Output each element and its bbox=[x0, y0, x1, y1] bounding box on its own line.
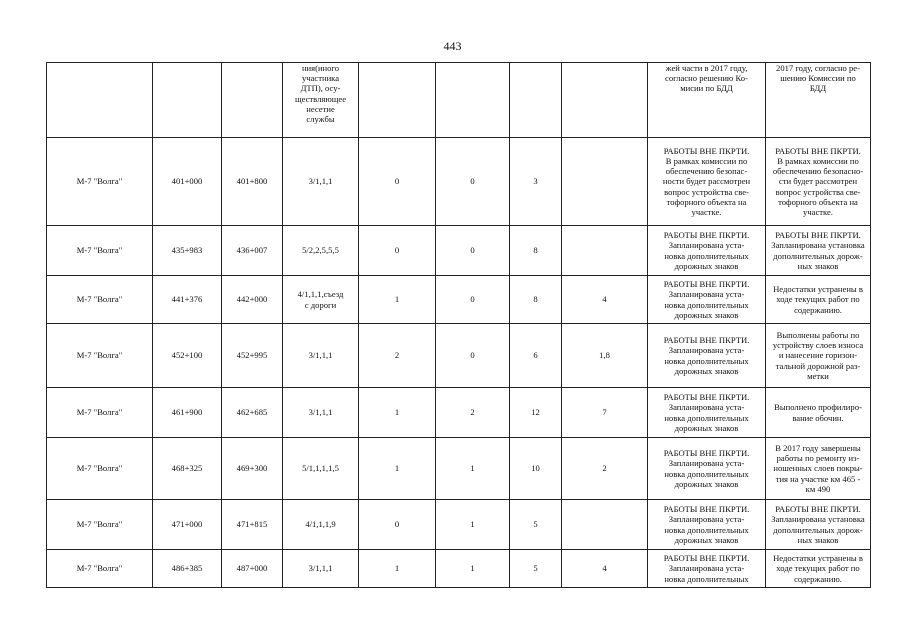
cell-planned-measures: РАБОТЫ ВНЕ ПКРТИ. Запланирована уста- новка дополнительных дорожных знаков bbox=[648, 438, 766, 500]
cell-road: М-7 "Волга" bbox=[47, 438, 153, 500]
data-table bbox=[46, 62, 871, 588]
table-row bbox=[47, 324, 871, 388]
dtp-header-continuation: ния(иного участника ДТП), осу- ществляющее несетие службы bbox=[283, 63, 359, 138]
continuation-row bbox=[47, 63, 871, 138]
cell-value-2: 0 bbox=[436, 276, 510, 324]
cell-km-start: 468+325 bbox=[153, 438, 222, 500]
cell-empty bbox=[562, 63, 648, 138]
cell-empty bbox=[510, 63, 562, 138]
cell-km-end: 401+800 bbox=[222, 138, 283, 226]
cell-value-1: 1 bbox=[359, 438, 436, 500]
cell-result: РАБОТЫ ВНЕ ПКРТИ. Запланирована установка дополнительных дорож- ных знаков bbox=[766, 226, 871, 276]
cell-km-end: 462+685 bbox=[222, 388, 283, 438]
cell-km-end: 452+995 bbox=[222, 324, 283, 388]
cell-planned-measures: РАБОТЫ ВНЕ ПКРТИ. Запланирована уста- новка дополнительных дорожных знаков bbox=[648, 276, 766, 324]
cell-value-1: 1 bbox=[359, 550, 436, 588]
cell-value-4: 2 bbox=[562, 438, 648, 500]
cell-empty bbox=[359, 63, 436, 138]
cell-road: М-7 "Волга" bbox=[47, 138, 153, 226]
cell-value-4 bbox=[562, 226, 648, 276]
table-row bbox=[47, 550, 871, 588]
cell-planned-measures: РАБОТЫ ВНЕ ПКРТИ. Запланирована уста- новка дополнительных дорожных знаков bbox=[648, 324, 766, 388]
cell-result: Выполнено профилиро- вание обочин. bbox=[766, 388, 871, 438]
cell-value-4 bbox=[562, 500, 648, 550]
table-row bbox=[47, 226, 871, 276]
cell-value-1: 1 bbox=[359, 388, 436, 438]
cell-dtp-count: 5/2,2,5,5,5 bbox=[283, 226, 359, 276]
cell-dtp-count: 3/1,1,1 bbox=[283, 324, 359, 388]
cell-road: М-7 "Волга" bbox=[47, 324, 153, 388]
cell-km-start: 441+376 bbox=[153, 276, 222, 324]
cell-value-3: 6 bbox=[510, 324, 562, 388]
cell-value-3: 3 bbox=[510, 138, 562, 226]
cell-dtp-count: 3/1,1,1 bbox=[283, 138, 359, 226]
cell-value-4 bbox=[562, 138, 648, 226]
cell-km-end: 469+300 bbox=[222, 438, 283, 500]
cell-km-start: 452+100 bbox=[153, 324, 222, 388]
cell-road: М-7 "Волга" bbox=[47, 550, 153, 588]
cell-value-4: 4 bbox=[562, 550, 648, 588]
cell-value-3: 5 bbox=[510, 500, 562, 550]
cell-km-end: 442+000 bbox=[222, 276, 283, 324]
cell-empty bbox=[436, 63, 510, 138]
cell-road: М-7 "Волга" bbox=[47, 276, 153, 324]
cell-value-3: 12 bbox=[510, 388, 562, 438]
cell-planned-measures: РАБОТЫ ВНЕ ПКРТИ. Запланирована уста- новка дополнительных дорожных знаков bbox=[648, 226, 766, 276]
cell-road: М-7 "Волга" bbox=[47, 500, 153, 550]
cell-value-4: 4 bbox=[562, 276, 648, 324]
cell-result: РАБОТЫ ВНЕ ПКРТИ. Запланирована установка дополнительных дорож- ных знаков bbox=[766, 500, 871, 550]
cell-dtp-count: 3/1,1,1 bbox=[283, 388, 359, 438]
cell-value-3: 8 bbox=[510, 276, 562, 324]
cell-result: Выполнены работы по устройству слоев износа и нанесение горизон- тальной дорожной раз- метки bbox=[766, 324, 871, 388]
cell-value-2: 0 bbox=[436, 324, 510, 388]
cell-road: М-7 "Волга" bbox=[47, 226, 153, 276]
table-row bbox=[47, 438, 871, 500]
cell-empty bbox=[47, 63, 153, 138]
cell-value-1: 2 bbox=[359, 324, 436, 388]
cell-result: Недостатки устранены в ходе текущих работ по содержанию. bbox=[766, 550, 871, 588]
measures-header-continuation: жей части в 2017 году, согласно решению Ко- мисии по БДД bbox=[648, 63, 766, 138]
cell-value-4: 1,8 bbox=[562, 324, 648, 388]
cell-km-start: 461+900 bbox=[153, 388, 222, 438]
cell-empty bbox=[153, 63, 222, 138]
cell-value-1: 0 bbox=[359, 138, 436, 226]
cell-value-2: 0 bbox=[436, 138, 510, 226]
cell-planned-measures: РАБОТЫ ВНЕ ПКРТИ. Запланирована уста- новка дополнительных bbox=[648, 550, 766, 588]
cell-result: В 2017 году завершены работы по ремонту из- ношенных слоев покры- тия на участке км 465 - км 490 bbox=[766, 438, 871, 500]
cell-km-start: 471+000 bbox=[153, 500, 222, 550]
cell-km-start: 435+983 bbox=[153, 226, 222, 276]
cell-planned-measures: РАБОТЫ ВНЕ ПКРТИ. Запланирована уста- новка дополнительных дорожных знаков bbox=[648, 500, 766, 550]
cell-result: Недостатки устранены в ходе текущих работ по содержанию. bbox=[766, 276, 871, 324]
table-row bbox=[47, 138, 871, 226]
cell-value-2: 1 bbox=[436, 500, 510, 550]
cell-km-end: 487+000 bbox=[222, 550, 283, 588]
cell-value-3: 5 bbox=[510, 550, 562, 588]
cell-km-end: 436+007 bbox=[222, 226, 283, 276]
cell-dtp-count: 3/1,1,1 bbox=[283, 550, 359, 588]
table-row bbox=[47, 500, 871, 550]
cell-value-4: 7 bbox=[562, 388, 648, 438]
cell-planned-measures: РАБОТЫ ВНЕ ПКРТИ. В рамках комиссии по обеспечению безопас- ности будет рассмотрен вопрос устройства све- тофорного объекта на участке. bbox=[648, 138, 766, 226]
cell-result: РАБОТЫ ВНЕ ПКРТИ. В рамках комиссии по обеспечению безопасно- сти будет рассмотрен вопрос устройства све- тофорного объекта на участке. bbox=[766, 138, 871, 226]
cell-km-start: 401+000 bbox=[153, 138, 222, 226]
cell-value-2: 1 bbox=[436, 550, 510, 588]
cell-value-1: 0 bbox=[359, 226, 436, 276]
cell-dtp-count: 5/1,1,1,1,5 bbox=[283, 438, 359, 500]
table-row bbox=[47, 276, 871, 324]
cell-empty bbox=[222, 63, 283, 138]
cell-value-1: 0 bbox=[359, 500, 436, 550]
cell-dtp-count: 4/1,1,1,съезд с дороги bbox=[283, 276, 359, 324]
cell-value-1: 1 bbox=[359, 276, 436, 324]
cell-km-end: 471+815 bbox=[222, 500, 283, 550]
cell-km-start: 486+385 bbox=[153, 550, 222, 588]
cell-value-3: 8 bbox=[510, 226, 562, 276]
cell-road: М-7 "Волга" bbox=[47, 388, 153, 438]
cell-planned-measures: РАБОТЫ ВНЕ ПКРТИ. Запланирована уста- новка дополнительных дорожных знаков bbox=[648, 388, 766, 438]
cell-dtp-count: 4/1,1,1,9 bbox=[283, 500, 359, 550]
page-number: 443 bbox=[443, 39, 462, 53]
cell-value-2: 2 bbox=[436, 388, 510, 438]
cell-value-2: 1 bbox=[436, 438, 510, 500]
table-row bbox=[47, 388, 871, 438]
cell-value-2: 0 bbox=[436, 226, 510, 276]
cell-value-3: 10 bbox=[510, 438, 562, 500]
result-header-continuation: 2017 году, согласно ре- шению Комиссии по БДД bbox=[766, 63, 871, 138]
